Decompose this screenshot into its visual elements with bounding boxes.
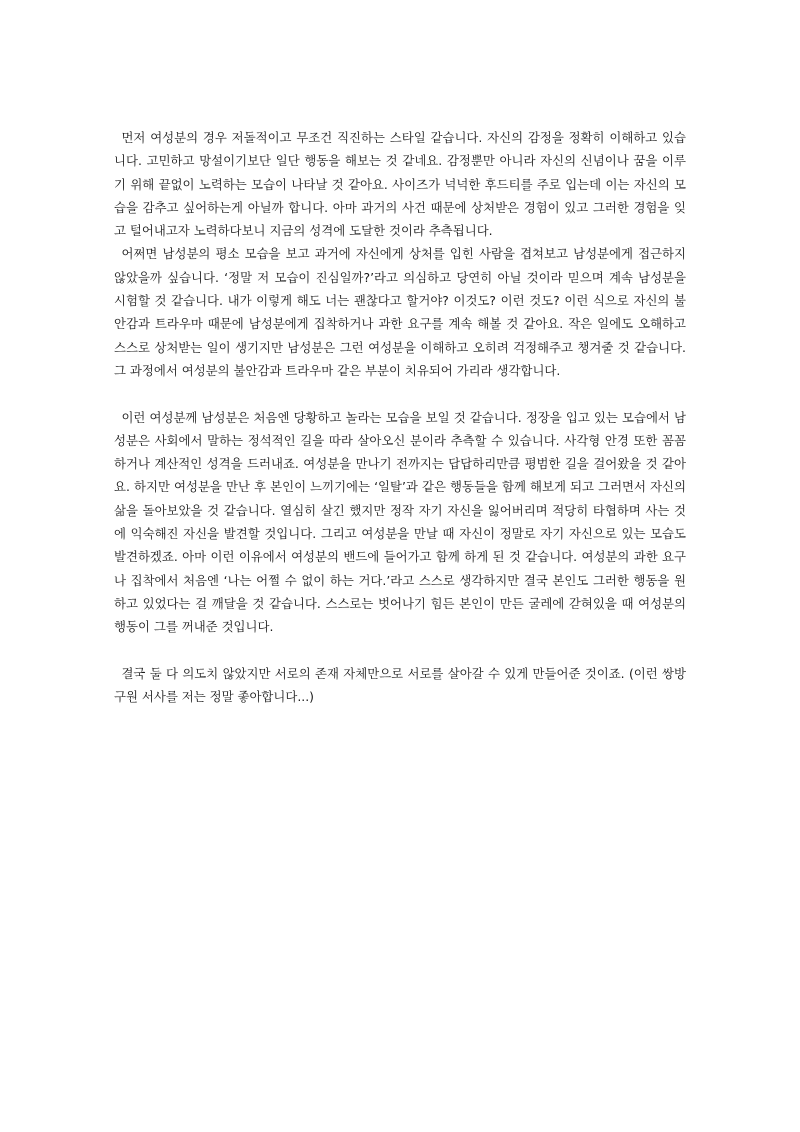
paragraph-female-character: 먼저 여성분의 경우 저돌적이고 무조건 직진하는 스타일 같습니다. 자신의 감정을 정확히 이해하고 있습니다. 고민하고 망설이기보단 일단 행동을 해보는 것 같네요. 감정뿐만 아니라 자신의 신념이나 꿈을 이루기 위해 끝없이 노력하는 모습이 나타날 것 같아요. 사이즈가 넉넉한 후드티를 주로 입는데 이는 자신의 모습을 감추고 싶어하는게 아닐까 합니다. 아마 과거의 사건 때문에 상처받은 경험이 있고 그러한 경험을 잊고 털어내고자 노력하다보니 지금의 성격에 도달한 것이라 추측됩니다.: [114, 130, 686, 239]
paragraph-relationship-trauma: 어쩌면 남성분의 평소 모습을 보고 과거에 자신에게 상처를 입힌 사람을 겹쳐보고 남성분에게 접근하지 않았을까 싶습니다. ‘정말 저 모습이 진심일까?’라고 의심하고 당연히 아닐 것이라 믿으며 계속 남성분을 시험할 것 같습니다. 내가 이렇게 해도 너는 괜찮다고 할거야? 이것도? 이런 것도? 이런 식으로 자신의 불안감과 트라우마 때문에 남성분에게 집착하거나 과한 요구를 계속 해볼 것 같아요. 작은 일에도 오해하고 스스로 상처받는 일이 생기지만 남성분은 그런 여성분을 이해하고 오히려 걱정해주고 챙겨줄 것 같습니다. 그 과정에서 여성분의 불안감과 트라우마 같은 부분이 치유되어 가리라 생각합니다.: [114, 246, 686, 378]
paragraph-conclusion: 결국 둘 다 의도치 않았지만 서로의 존재 자체만으로 서로를 살아갈 수 있게 만들어준 것이죠. (이런 쌍방구원 서사를 저는 정말 좋아합니다...): [114, 665, 686, 705]
paragraph-male-character: 이런 여성분께 남성분은 처음엔 당황하고 놀라는 모습을 보일 것 같습니다. 정장을 입고 있는 모습에서 남성분은 사회에서 말하는 정석적인 길을 따라 살아오신 분이라 추측할 수 있습니다. 사각형 안경 또한 꼼꼼하거나 계산적인 성격을 드러내죠. 여성분을 만나기 전까지는 답답하리만큼 평범한 길을 걸어왔을 것 같아요. 하지만 여성분을 만난 후 본인이 느끼기에는 ‘일탈’과 같은 행동들을 함께 해보게 되고 그러면서 자신의 삶을 돌아보았을 것 같습니다. 열심히 살긴 했지만 정작 자기 자신을 잃어버리며 적당히 타협하며 사는 것에 익숙해진 자신을 발견할 것입니다. 그리고 여성분을 만날 때 자신이 정말로 자기 자신으로 있는 모습도 발견하겠죠. 아마 이런 이유에서 여성분의 밴드에 들어가고 함께 하게 된 것 같습니다. 여성분의 과한 요구나 집착에서 처음엔 ‘나는 어쩔 수 없이 하는 거다.’라고 스스로 생각하지만 결국 본인도 그러한 행동을 원하고 있었다는 걸 깨달을 것 같습니다. 스스로는 벗어나기 힘든 본인이 만든 굴레에 갇혀있을 때 여성분의 행동이 그를 꺼내준 것입니다.: [114, 409, 686, 635]
document-page: [114, 126, 686, 708]
